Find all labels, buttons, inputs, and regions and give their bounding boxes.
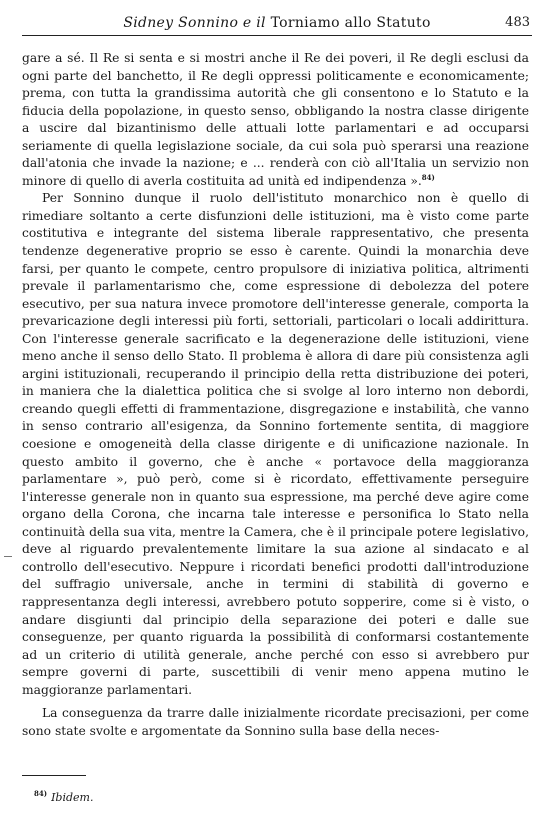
running-header <box>22 13 532 36</box>
footnote-rule <box>22 775 86 776</box>
paragraph-1-text: gare a sé. Il Re si senta e si mostri anche il Re dei poveri, il Re degli esclusi da ogni parte del banchetto, il Re degli oppressi politicamente e economicamente; prema, con tutta la grandissima autorità che gli consentono e lo Statuto e la fiducia della popolazione, in questo senso, obbligando la nostra classe dirigente a uscire dal bizantinismo delle attuali lotte parlamentari e ad occuparsi seriamente di quella legislazione sociale, da cui sola può sperarsi una reazione dall'atonia che invade la nazione; e ... renderà con ciò all'Italia un servizio non minore di quello di averla costituita ad unità ed indipendenza ». <box>22 51 529 188</box>
footnote-number: 84) <box>34 789 48 799</box>
paragraph-2: Per Sonnino dunque il ruolo dell'istituto monarchico non è quello di rimediare soltanto a certe disfunzioni delle istituzioni, ma è visto come parte costitutiva e integrante del sistema liberale rappresentativo, che presenta tendenze degenerative proprio se esso è carente. Quindi la monarchia deve farsi, per quanto le compete, centro propulsore di iniziativa politica, altrimenti prevale il parlamentarismo che, come espressione di debolezza del potere esecutivo, per sua natura invece promotore dell'interesse generale, comporta la prevaricazione degli interessi più forti, settoriali, particolari o locali addirittura. Con l'interesse generale sacrificato e la degenerazione delle istituzioni, viene meno anche il senso dello Stato. Il problema è allora di dare più consistenza agli argini istituzionali, recuperando il principio della retta distribuzione dei poteri, in maniera che la dialettica politica che si svolge al loro interno non debordi, creando quegli effetti di frammentazione, disgregazione e instabilità, che vanno in senso contrario all'esigenza, da Sonnino fortemente sentita, di maggiore coesione e omogeneità della classe dirigente e di unificazione nazionale. In questo ambito il governo, che è anche « portavoce della maggioranza parlamentare », può però, come si è ricordato, effettivamente perseguire l'interesse generale non in quanto sua espressione, ma perché deve agire come organo della Corona, che incarna tale interesse e personifica lo Stato nella continuità della sua vita, mentre la Camera, che è il principale potere legislativo, deve al riguardo prevalentemente limitare la sua azione al sindacato e al controllo dell'esecutivo. Neppure i ricordati benefici prodotti dall'introduzione del suffragio universale, anche in termini di stabilità di governo e rappresentanza degli interessi, avrebbero potuto sopperire, come si è visto, o andare disgiunti dal principio della separazione dei poteri e dalle sue conseguenze, per quanto riguarda la possibilità di conformarsi costantemente ad un criterio di utilità generale, anche perché con esso si avrebbero pur sempre governi di parte, suscettibili di venir meno appena mutino le maggioranze parlamentari. <box>22 191 529 697</box>
running-title <box>22 15 532 31</box>
paragraph-continued <box>22 50 529 190</box>
margin-mark <box>4 556 12 557</box>
footnote <box>34 791 93 804</box>
running-title-upright: Torniamo allo Statuto <box>265 15 431 31</box>
page-number: 483 <box>505 15 530 30</box>
footnote-text: Ibidem. <box>51 791 94 804</box>
main-text <box>22 50 529 740</box>
running-title-italic: Sidney Sonnino e il <box>123 15 266 31</box>
paragraph-3: La conseguenza da trarre dalle inizialmente ricordate precisazioni, per come sono state svolte e argomentate da Sonnino sulla base della neces- <box>22 706 529 738</box>
footnote-reference: 84) <box>421 172 435 182</box>
